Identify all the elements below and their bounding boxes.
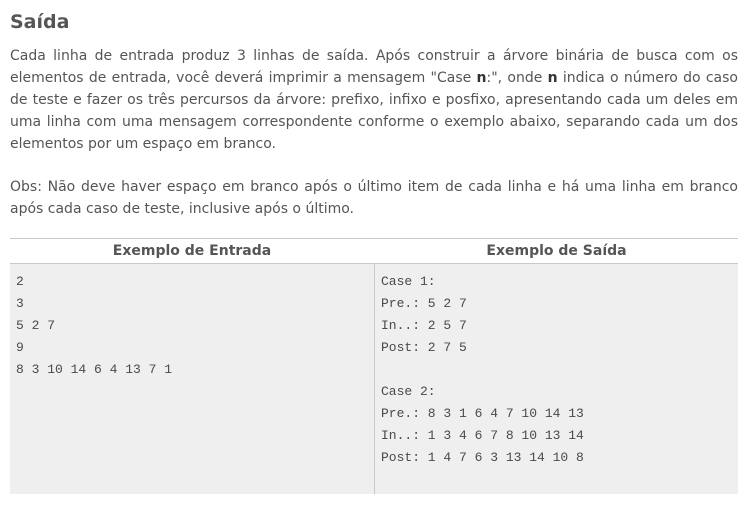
input-example-line: 2 xyxy=(16,274,24,289)
observation-note: Obs: Não deve haver espaço em branco após o último item de cada linha e há uma linha em branco após cada caso de teste, inclusive após o último. xyxy=(10,179,738,217)
input-example-line: 8 3 10 14 6 4 13 7 1 xyxy=(16,362,173,377)
input-example-line: 3 xyxy=(16,296,24,311)
output-example-line: Pre.: 8 3 1 6 4 7 10 14 13 xyxy=(381,406,584,421)
output-example-line: In..: 1 3 4 6 7 8 10 13 14 xyxy=(381,428,584,443)
output-description xyxy=(10,45,738,155)
output-example-line: Post: 2 7 5 xyxy=(381,340,467,355)
output-example-line: Pre.: 5 2 7 xyxy=(381,296,467,311)
output-example-line: Case 1: xyxy=(381,274,436,289)
input-example-header: Exemplo de Entrada xyxy=(112,243,272,259)
output-description-text-3: indica o número do caso de teste e fazer os três percursos da árvore: prefixo, infixo e posfixo, apresentando cada um deles em uma linha com uma mensagem correspondente conforme o exemplo abaixo, separando cada um dos elementos por um espaço em branco. xyxy=(10,70,738,152)
output-description-text-2: :", onde xyxy=(486,70,548,86)
output-example-line: Case 2: xyxy=(381,384,436,399)
input-example-cell xyxy=(10,264,374,494)
example-table-header xyxy=(10,239,738,264)
section-title: Saída xyxy=(10,11,70,33)
input-example-line: 5 2 7 xyxy=(16,318,56,333)
output-example-code xyxy=(381,271,584,469)
output-description-text-1: Cada linha de entrada produz 3 linhas de saída. Após construir a árvore binária de busca com os elementos de entrada, você deverá imprimir a mensagem "Case xyxy=(10,48,738,86)
output-example-line xyxy=(381,359,584,381)
example-table xyxy=(10,238,738,494)
n-variable-bold: n xyxy=(547,70,558,86)
input-example-line: 9 xyxy=(16,340,24,355)
case-n-bold: n xyxy=(476,70,487,86)
output-example-line: Post: 1 4 7 6 3 13 14 10 8 xyxy=(381,450,584,465)
input-example-code xyxy=(16,271,172,381)
output-example-header: Exemplo de Saída xyxy=(486,243,627,259)
output-example-cell xyxy=(375,264,738,494)
output-example-line: In..: 2 5 7 xyxy=(381,318,467,333)
